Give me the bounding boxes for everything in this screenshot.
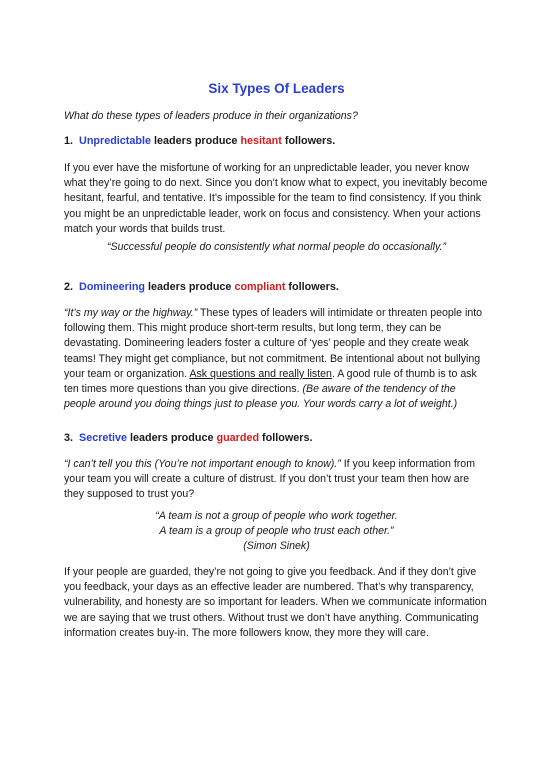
section-3-end: followers.	[259, 432, 313, 444]
section-1-heading	[64, 134, 489, 149]
section-3-mid: leaders produce	[127, 432, 217, 444]
section-2-follower-word: compliant	[234, 281, 286, 293]
section-3-follower-word: guarded	[216, 432, 260, 444]
section-2-body-main: These types of leaders will intimidate or threaten people into following them. This might produce short-term results, but long term, they can be devastating. Domineering leaders foster a culture of ‘yes’ people and they create weak teams! They might get compliance, but not commitment. Be intentional about not bullying your team or organization.	[64, 307, 483, 380]
section-3-body	[64, 457, 489, 503]
section-1-quote: “Successful people do consistently what normal people do occasionally.”	[107, 241, 446, 253]
section-3-quote-attribution: (Simon Sinek)	[243, 540, 310, 552]
section-1-end: followers.	[281, 135, 336, 147]
section-2-body	[64, 306, 489, 412]
section-2-body-lead: “It’s my way or the highway.”	[64, 307, 198, 319]
section-2-leader-word: Domineering	[79, 281, 146, 293]
intro-question: What do these types of leaders produce in their organizations?	[64, 110, 358, 122]
section-3-quote-line-2: A team is a group of people who trust each other.”	[159, 525, 394, 537]
section-1-leader-word: Unpredictable	[79, 135, 152, 147]
section-2-body-underlined: Ask questions and really listen	[189, 367, 332, 380]
section-1-follower-word: hesitant	[240, 135, 282, 147]
section-3-number: 3.	[64, 432, 74, 444]
section-2-mid: leaders produce	[145, 281, 235, 293]
section-2-end: followers.	[285, 281, 339, 293]
section-3-body-2: If your people are guarded, they’re not going to give you feedback. And if they don’t give you feedback, your days as an effective leader are numbered. That’s why transparency, vulnerability, and honesty are so important for leaders. When we communicate information we are saying that we trust others. Without trust we don’t have anything. Communicating information creates buy-in. The more followers know, they more they will care.	[64, 566, 487, 639]
section-2-body-after: . A good rule of thumb is to ask ten times more questions than you give directions.	[64, 367, 477, 396]
section-3-quote-line-1: “A team is not a group of people who work together.	[155, 510, 398, 522]
section-3-heading	[64, 431, 489, 446]
section-2-number: 2.	[64, 281, 74, 293]
section-2-body-tail: (Be aware of the tendency of the people around you doing things just to please you. Your words carry a lot of weight.)	[64, 383, 458, 411]
section-1-mid: leaders produce	[151, 135, 241, 147]
section-3-leader-word: Secretive	[79, 432, 128, 444]
section-1-number: 1.	[64, 135, 74, 147]
section-3-body-lead: “I can’t tell you this (You’re not important enough to know).”	[64, 458, 341, 470]
page-title: Six Types Of Leaders	[208, 81, 345, 96]
section-3-body-main: If you keep information from your team you will create a culture of distrust. If you don’t trust your team then how are they supposed to trust you?	[64, 458, 476, 501]
section-2-heading	[64, 280, 489, 295]
section-1-body: If you ever have the misfortune of working for an unpredictable leader, you never know what they’re going to do next. Since you don’t know what to expect, you inevitably become hesitant, fearful, and tentative. It’s impossible for the team to find consistency. If you think you might be an unpredictable leader, work on focus and consistency. When your actions match your words that builds trust.	[64, 162, 488, 235]
